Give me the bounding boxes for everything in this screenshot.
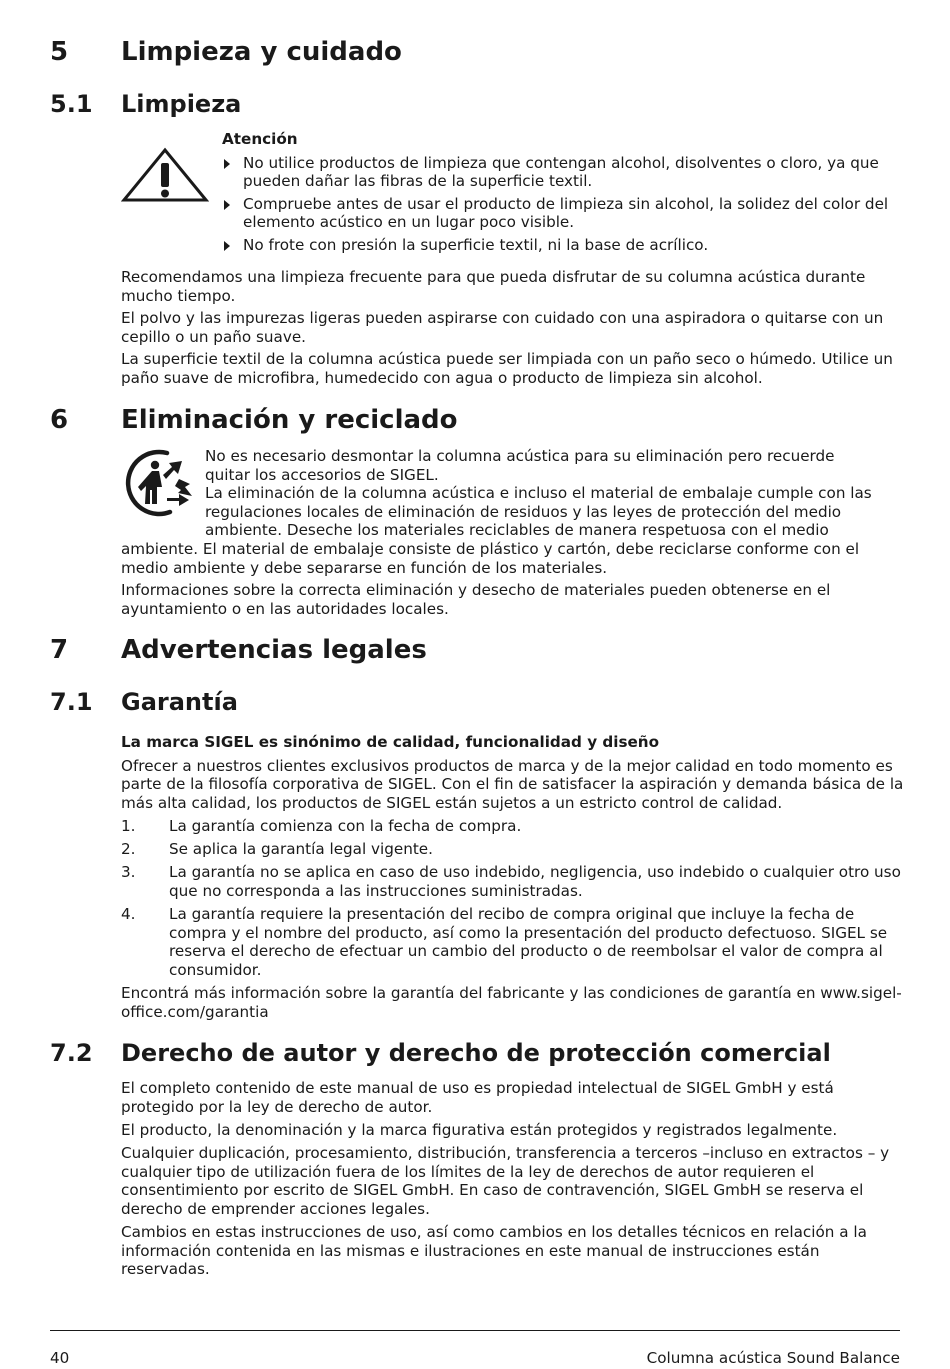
- section-7-1-number: 7.1: [50, 688, 93, 716]
- list-number: 4.: [121, 905, 136, 924]
- list-number: 1.: [121, 816, 136, 835]
- attention-heading: Atención: [222, 130, 298, 148]
- section-7-title: Advertencias legales: [121, 635, 427, 665]
- paragraph: Informaciones sobre la correcta eliminación y desecho de materiales pueden obtenerse en el ayuntamiento o en las autoridades locales.: [121, 581, 831, 618]
- section-5-number: 5: [50, 37, 69, 67]
- paragraph: El polvo y las impurezas ligeras pueden aspirarse con cuidado con una aspiradora o quitarse con un cepillo o un paño suave.: [121, 309, 884, 346]
- attention-item: Compruebe antes de usar el producto de limpieza sin alcohol, la solidez del color del elemento acústico en un lugar poco visible.: [222, 195, 902, 232]
- footer-divider: [50, 1330, 900, 1331]
- text-line: ambiente. El material de embalaje consiste de plástico y cartón, debe reciclarse conforme con el: [121, 540, 860, 558]
- triman-recycling-icon: [121, 446, 197, 520]
- section-5-title: Limpieza y cuidado: [121, 37, 402, 67]
- paragraph: Recomendamos una limpieza frecuente para que pueda disfrutar de su columna acústica durante mucho tiempo.: [121, 268, 866, 305]
- warning-triangle-icon: [121, 147, 209, 203]
- disposal-body: [121, 540, 906, 618]
- page-number: 40: [50, 1349, 70, 1367]
- section-7-2-number: 7.2: [50, 1039, 93, 1067]
- text-line: No es necesario desmontar la columna acústica para su eliminación pero recuerde: [205, 447, 835, 465]
- section-7-number: 7: [50, 635, 69, 665]
- bullet-arrow-icon: [224, 159, 230, 169]
- paragraph: Cualquier duplicación, procesamiento, distribución, transferencia a terceros –incluso en extractos – y cualquier tipo de utilización fuera de los límites de la ley de derechos de autor requieren el consentimiento por escrito de SIGEL GmbH. En caso de contravención, SIGEL GmbH se reserva el derecho de emprender acciones legales.: [121, 1143, 890, 1218]
- text-line: quitar los accesorios de SIGEL.: [205, 465, 439, 484]
- list-item: 1. La garantía comienza con la fecha de compra.: [121, 816, 522, 835]
- paragraph: Cambios en estas instrucciones de uso, así como cambios en los detalles técnicos en relación a la información contenida en las mismas e ilustraciones en este manual de instrucciones están reservadas.: [121, 1222, 867, 1279]
- list-item: 2. Se aplica la garantía legal vigente.: [121, 840, 433, 859]
- footer-product-name: Columna acústica Sound Balance: [646, 1349, 900, 1367]
- list-item: 3. La garantía no se aplica en caso de uso indebido, negligencia, uso indebido o cualquier otro uso que no corresponda a las instrucciones suministradas.: [121, 863, 901, 900]
- warranty-content: [121, 733, 906, 1021]
- disposal-intro: [205, 447, 905, 540]
- list-item: 4. La garantía requiere la presentación del recibo de compra original que incluye la fecha de compra y el nombre del producto, así como la presentación del producto defectuoso. SIGEL se reserva el derecho de efectuar un cambio del producto o de reembolsar el valor de compra al consumidor.: [121, 905, 888, 979]
- paragraph: Encontrá más información sobre la garantía del fabricante y las condiciones de garantía en www.sigel-office.com/garantia: [121, 984, 902, 1021]
- section-6-number: 6: [50, 405, 69, 435]
- text-line: La eliminación de la columna acústica e incluso el material de embalaje cumple con las: [205, 484, 872, 503]
- section-6-title: Eliminación y reciclado: [121, 405, 458, 435]
- attention-item: No frote con presión la superficie textil, ni la base de acrílico.: [222, 236, 902, 255]
- text-line: regulaciones locales de eliminación de residuos y las leyes de protección del medio: [205, 502, 842, 521]
- cleaning-paragraphs: [121, 268, 906, 388]
- bullet-arrow-icon: [224, 200, 230, 210]
- paragraph: El producto, la denominación y la marca figurativa están protegidos y registrados legalmente.: [121, 1120, 838, 1139]
- text-line: ambiente. Deseche los materiales reciclables de manera respetuosa con el medio: [205, 521, 829, 540]
- copyright-content: [121, 1079, 906, 1279]
- warranty-subheading: La marca SIGEL es sinónimo de calidad, funcionalidad y diseño: [121, 733, 660, 751]
- attention-box: [222, 130, 902, 259]
- list-number: 3.: [121, 863, 136, 882]
- paragraph: Ofrecer a nuestros clientes exclusivos productos de marca y de la mejor calidad en todo momento es parte de la filosofía corporativa de SIGEL. Con el fin de satisfacer la aspiración y demanda básica de la más alta calidad, los productos de SIGEL están sujetos a un estricto control de calidad.: [121, 756, 904, 812]
- text-line: medio ambiente y debe separarse en función de los materiales.: [121, 558, 608, 577]
- section-7-2-title: Derecho de autor y derecho de protección comercial: [121, 1039, 831, 1067]
- attention-item: No utilice productos de limpieza que contengan alcohol, disolventes o cloro, ya que pueden dañar las fibras de la superficie textil.: [222, 154, 902, 191]
- paragraph: La superficie textil de la columna acústica puede ser limpiada con un paño seco o húmedo. Utilice un paño suave de microfibra, humedecido con agua o producto de limpieza sin alcohol.: [121, 350, 893, 387]
- paragraph: El completo contenido de este manual de uso es propiedad intelectual de SIGEL GmbH y está protegido por la ley de derecho de autor.: [121, 1079, 834, 1116]
- section-5-1-number: 5.1: [50, 90, 93, 118]
- bullet-arrow-icon: [224, 241, 230, 251]
- section-5-1-title: Limpieza: [121, 90, 242, 118]
- list-number: 2.: [121, 840, 136, 859]
- section-7-1-title: Garantía: [121, 688, 238, 716]
